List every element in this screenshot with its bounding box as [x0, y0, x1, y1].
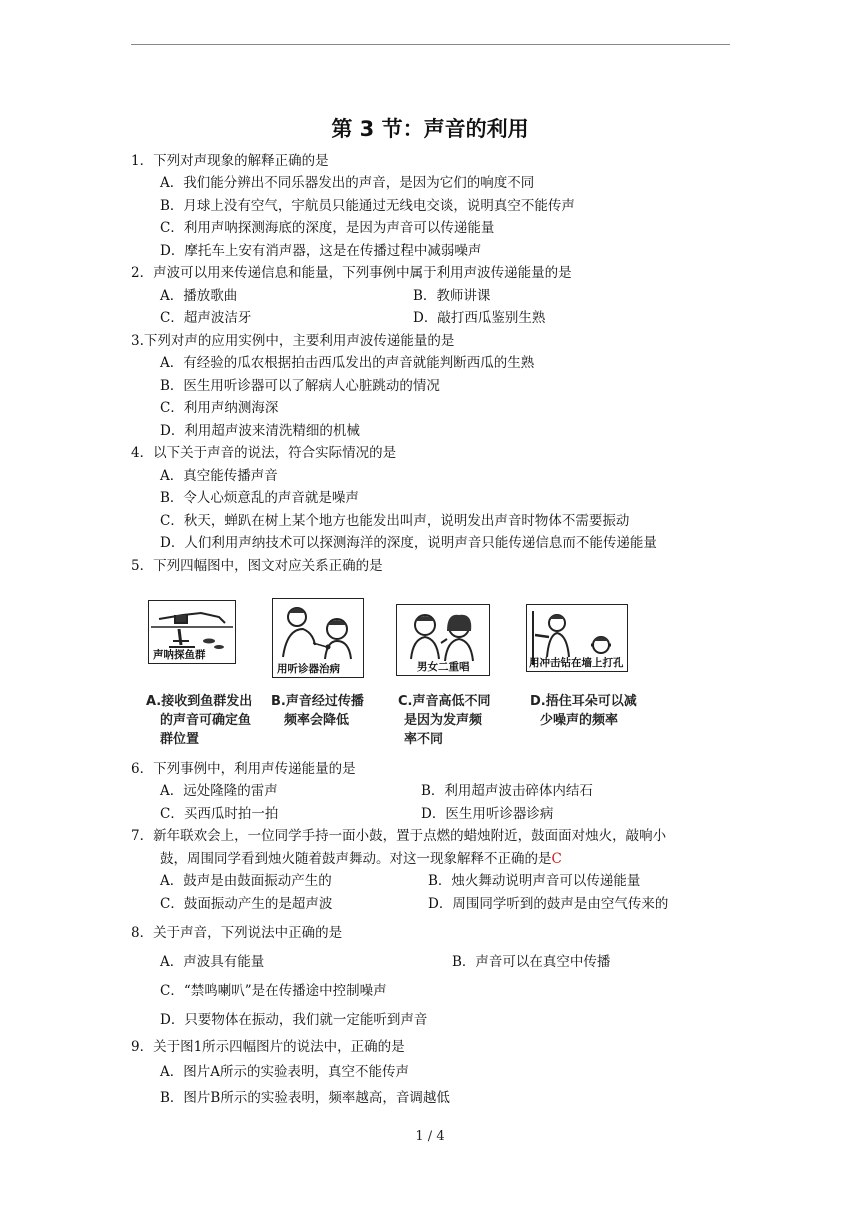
page-number: 1 / 4: [415, 1129, 445, 1144]
figure-panel-a-caption-1: A.接收到鱼群发出: [146, 694, 253, 709]
figure-panel-d-caption-2: 少噪声的频率: [540, 713, 619, 728]
question-2-option-d: D．敲打西瓜鉴别生熟: [413, 310, 546, 326]
question-4-option-c: C．秋天，蝉趴在树上某个地方也能发出叫声，说明发出声音时物体不需要振动: [160, 513, 630, 529]
page-title: 第 3 节：声音的利用: [331, 117, 529, 141]
question-7-option-c: C．鼓面振动产生的是超声波: [160, 896, 333, 912]
figure-panel-b-label: 用听诊器治病: [277, 663, 340, 675]
question-1-option-d: D．摩托车上安有消声器，这是在传播过程中减弱噪声: [160, 243, 482, 259]
figure-panel-b-caption-1: B.声音经过传播: [271, 694, 364, 709]
question-7-stem-text: 鼓，周围同学看到烛火随着鼓声舞动。对这一现象解释不正确的是: [160, 851, 552, 867]
figure-panel-c-label: 男女二重唱: [417, 661, 470, 673]
question-8-option-d: D．只要物体在振动，我们就一定能听到声音: [160, 1012, 428, 1028]
question-5-figure: [140, 596, 670, 756]
question-7-option-b: B．烛火舞动说明声音可以传递能量: [428, 873, 641, 889]
figure-panel-c-caption-2: 是因为发声频: [404, 713, 483, 728]
question-5-stem: 5．下列四幅图中，图文对应关系正确的是: [131, 558, 383, 574]
question-9-stem: 9．关于图1所示四幅图片的说法中，正确的是: [131, 1039, 405, 1055]
question-3-option-d: D．利用超声波来清洗精细的机械: [160, 423, 360, 439]
question-1-option-b: B．月球上没有空气，宇航员只能通过无线电交谈，说明真空不能传声: [160, 198, 575, 214]
question-6-option-d: D．医生用听诊器诊病: [421, 806, 554, 822]
question-6-stem: 6．下列事例中，利用声传递能量的是: [131, 761, 356, 777]
question-4-option-b: B．令人心烦意乱的声音就是噪声: [160, 490, 359, 506]
question-4-option-d: D．人们利用声纳技术可以探测海洋的深度，说明声音只能传递信息而不能传递能量: [160, 535, 657, 551]
question-8-option-b: B．声音可以在真空中传播: [452, 954, 611, 970]
question-3-option-a: A．有经验的瓜农根据拍击西瓜发出的声音就能判断西瓜的生熟: [160, 355, 535, 371]
figure-panel-c-caption-3: 率不同: [404, 732, 444, 747]
question-8-stem: 8．关于声音，下列说法中正确的是: [131, 925, 343, 941]
question-3-option-c: C．利用声纳测海深: [160, 400, 279, 416]
question-7-stem-line1: 7．新年联欢会上，一位同学手持一面小鼓，置于点燃的蜡烛附近，鼓面面对烛火，敲响小: [131, 828, 667, 844]
figure-panel-c: [396, 604, 490, 676]
question-7-option-d: D．周围同学听到的鼓声是由空气传来的: [428, 896, 669, 912]
header-rule: [131, 44, 730, 45]
figure-panel-a-label: 声呐探鱼群: [153, 649, 206, 661]
question-1-option-a: A．我们能分辨出不同乐器发出的声音，是因为它们的响度不同: [160, 175, 535, 191]
question-6-option-a: A．远处隆隆的雷声: [160, 783, 278, 799]
question-6-option-b: B．利用超声波击碎体内结石: [421, 783, 593, 799]
question-3-option-b: B．医生用听诊器可以了解病人心脏跳动的情况: [160, 378, 440, 394]
question-2-option-c: C．超声波洁牙: [160, 310, 252, 326]
question-2-option-a: A．播放歌曲: [160, 288, 238, 304]
question-4-stem: 4．以下关于声音的说法，符合实际情况的是: [131, 445, 397, 461]
question-7-option-a: A．鼓声是由鼓面振动产生的: [160, 873, 332, 889]
question-4-option-a: A．真空能传播声音: [160, 468, 278, 484]
figure-panel-b-caption-2: 频率会降低: [284, 713, 350, 728]
question-6-option-c: C．买西瓜时拍一拍: [160, 806, 279, 822]
question-3-stem: 3.下列对声的应用实例中，主要利用声波传递能量的是: [131, 333, 455, 349]
figure-panel-b: [272, 598, 364, 678]
question-9-option-a: A．图片A所示的实验表明，真空不能传声: [160, 1064, 409, 1080]
question-9-option-b: B．图片B所示的实验表明，频率越高，音调越低: [160, 1090, 450, 1106]
question-2-stem: 2．声波可以用来传递信息和能量，下列事例中属于利用声波传递能量的是: [131, 265, 572, 281]
figure-panel-a-caption-2: 的声音可确定鱼: [160, 713, 252, 728]
question-8-option-a: A．声波具有能量: [160, 954, 265, 970]
question-1-option-c: C．利用声呐探测海底的深度，是因为声音可以传递能量: [160, 220, 495, 236]
question-1-stem: 1．下列对声现象的解释正确的是: [131, 153, 329, 169]
question-7-answer: C: [551, 851, 562, 867]
figure-panel-a-caption-3: 群位置: [160, 732, 200, 747]
figure-panel-d-label: 用冲击钻在墙上打孔: [529, 657, 624, 669]
figure-panel-c-caption-1: C.声音高低不同: [398, 694, 491, 709]
question-7-stem-line2: [160, 850, 562, 868]
question-2-option-b: B．教师讲课: [413, 288, 491, 304]
question-8-option-c: C．“禁鸣喇叭”是在传播途中控制噪声: [160, 983, 387, 999]
figure-panel-d-caption-1: D.捂住耳朵可以减: [530, 694, 637, 709]
figure-panel-a: [148, 600, 236, 664]
figure-panel-d: [526, 604, 628, 672]
